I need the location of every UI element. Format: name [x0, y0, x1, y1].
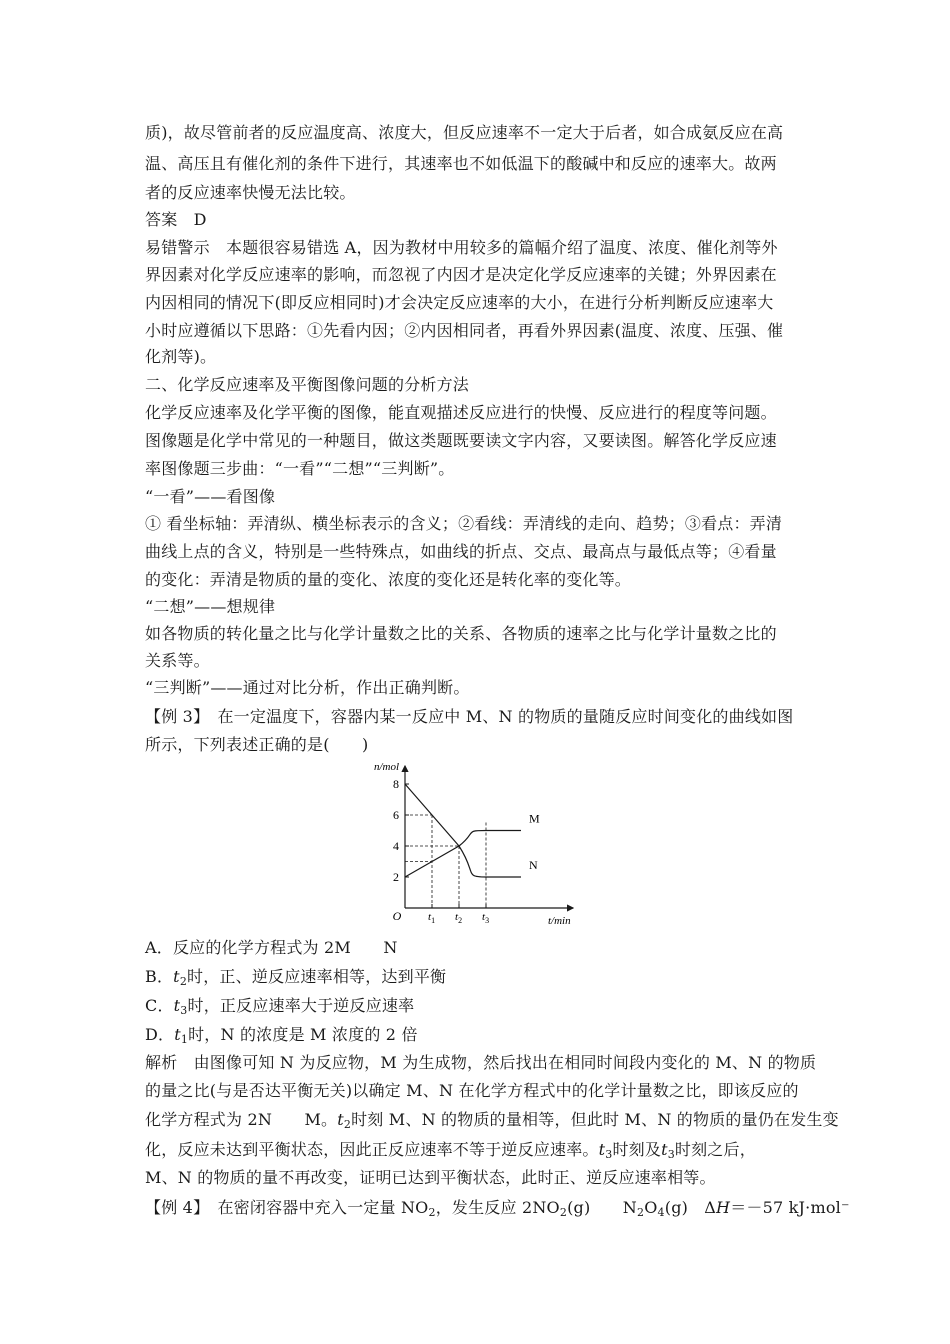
analysis-time: t: [598, 1140, 606, 1159]
option-c-prefix: C．: [145, 996, 174, 1015]
y-tick-label: 6: [393, 808, 399, 822]
text-line: 曲线上点的含义，特别是一些特殊点，如曲线的折点、交点、最高点与最低点等；④看量: [145, 542, 777, 561]
text-line: 界因素对化学反应速率的影响，而忽视了内因才是决定化学反应速率的关键；外界因素在: [145, 265, 777, 284]
analysis-subscript: 2: [343, 1118, 352, 1131]
answer-line: 答案 D: [145, 210, 207, 229]
enthalpy-symbol: H: [716, 1198, 731, 1217]
option-d: [145, 1025, 815, 1045]
text-line: 如各物质的转化量之比与化学计量数之比的关系、各物质的速率之比与化学计量数之比的: [145, 624, 777, 643]
example-4-text: 【例 4】 在密闭容器中充入一定量 NO: [145, 1198, 429, 1217]
example-4-text: O: [644, 1198, 658, 1217]
text-line: “一看”——看图像: [145, 487, 276, 506]
analysis-text: 化，反应未达到平衡状态，因此正反应速率不等于逆反应速率。: [145, 1140, 599, 1159]
analysis-line: [145, 1110, 839, 1131]
amount-time-chart: [365, 760, 585, 930]
text-line: “二想”——想规律: [145, 597, 276, 616]
option-c-time: t: [173, 996, 181, 1015]
analysis-subscript: 3: [605, 1148, 613, 1161]
x-tick-base: t: [482, 911, 486, 923]
text-line: “三判断”——通过对比分析，作出正确判断。: [145, 678, 470, 697]
x-tick-label: [455, 911, 462, 925]
text-line: 内因相同的情况下(即反应相同时)才会决定反应速率的大小，在进行分析判断反应速率大: [145, 293, 774, 312]
text-line: 者的反应速率快慢无法比较。: [145, 183, 356, 202]
example-4-text: (g) N: [567, 1198, 638, 1217]
analysis-text: 时刻及: [612, 1140, 662, 1159]
text-line: 的变化：弄清是物质的量的变化、浓度的变化还是转化率的变化等。: [145, 570, 632, 589]
y-tick-label: 4: [393, 839, 399, 853]
x-tick-label: [428, 911, 435, 925]
series-label-m: M: [529, 811, 540, 826]
option-b-time: t: [173, 967, 180, 986]
example-4-text: (g) Δ: [664, 1198, 717, 1217]
x-axis-label: t/min: [548, 915, 571, 927]
analysis-text: 化学方程式为 2N M。: [145, 1110, 338, 1129]
x-tick-label: [482, 911, 489, 925]
chart-svg: [365, 760, 585, 930]
y-axis-label: n/mol: [373, 761, 399, 773]
formula-subscript: 4: [657, 1206, 665, 1219]
tick-layer: [393, 777, 489, 925]
analysis-line: 的量之比(与是否达平衡无关)以确定 M、N 在化学方程式中的化学计量数之比，即该反应的: [145, 1081, 799, 1100]
analysis-time: t: [337, 1110, 344, 1129]
option-b-subscript: 2: [179, 975, 188, 988]
option-b: [145, 967, 815, 987]
option-d-prefix: D．: [145, 1025, 175, 1044]
text-line: 小时应遵循以下思路：①先看内因；②内因相同者，再看外界因素(温度、浓度、压强、催: [145, 321, 784, 340]
analysis-text: 时刻之后，: [674, 1140, 756, 1159]
x-tick-subscript: 3: [485, 916, 490, 925]
example-4-text: ，发生反应 2NO: [435, 1198, 560, 1217]
analysis-line: 解析 由图像可知 N 为反应物，M 为生成物，然后找出在相同时间段内变化的 M、N 的物质: [145, 1053, 817, 1072]
y-tick-label: 8: [393, 777, 399, 791]
text-line: 率图像题三步曲：“一看”“二想”“三判断”。: [145, 459, 455, 478]
text-line: ① 看坐标轴：弄清纵、横坐标表示的含义；②看线：弄清线的走向、趋势；③看点：弄清: [145, 514, 783, 533]
formula-subscript: 2: [637, 1206, 645, 1219]
option-d-text: 时，N 的浓度是 M 浓度的 2 倍: [188, 1025, 418, 1044]
analysis-line: [145, 1140, 815, 1160]
option-d-time: t: [174, 1025, 181, 1044]
text-line: 所示，下列表述正确的是( ): [145, 735, 369, 754]
formula-subscript: 2: [428, 1206, 436, 1219]
guide-layer: [405, 815, 486, 908]
analysis-subscript: 3: [667, 1148, 675, 1161]
x-tick-base: t: [428, 911, 432, 923]
option-c-text: 时，正反应速率大于逆反应速率: [187, 996, 415, 1015]
analysis-text: 时刻 M、N 的物质的量相等，但此时 M、N 的物质的量仍在发生变: [351, 1110, 839, 1129]
example-4-text: ＝－57 kJ·mol⁻: [730, 1198, 850, 1217]
analysis-line: M、N 的物质的量不再改变，证明已达到平衡状态，此时正、逆反应速率相等。: [145, 1168, 716, 1187]
text-line: 质)，故尽管前者的反应温度高、浓度大，但反应速率不一定大于后者，如合成氨反应在高: [145, 123, 784, 142]
option-c: [145, 996, 815, 1016]
text-line: 关系等。: [145, 651, 210, 670]
option-c-subscript: 3: [180, 1004, 188, 1017]
analysis-time: t: [661, 1140, 668, 1159]
option-d-subscript: 1: [180, 1033, 189, 1046]
y-tick-label: 2: [393, 870, 399, 884]
text-line: 温、高压且有催化剂的条件下进行，其速率也不如低温下的酸碱中和反应的速率大。故两: [145, 154, 777, 173]
x-tick-subscript: 1: [431, 916, 436, 925]
x-tick-base: t: [455, 911, 459, 923]
text-line: 化学反应速率及化学平衡的图像，能直观描述反应进行的快慢、反应进行的程度等问题。: [145, 403, 777, 422]
option-b-prefix: B．: [145, 967, 174, 986]
text-line: 图像题是化学中常见的一种题目，做这类题既要读文字内容，又要读图。解答化学反应速: [145, 431, 777, 450]
formula-subscript: 2: [559, 1206, 568, 1219]
series-layer: [405, 784, 540, 877]
option-a: A．反应的化学方程式为 2M N: [145, 938, 398, 957]
x-tick-subscript: 2: [458, 916, 463, 925]
section-heading: 二、化学反应速率及平衡图像问题的分析方法: [145, 375, 470, 394]
text-line: 化剂等)。: [145, 347, 217, 366]
series-label-n: N: [529, 858, 538, 872]
example-4-title: [145, 1198, 850, 1219]
origin-label: O: [392, 909, 402, 923]
example-3-title: 【例 3】 在一定温度下，容器内某一反应中 M、N 的物质的量随反应时间变化的曲线如图: [145, 707, 794, 726]
option-b-text: 时，正、逆反应速率相等，达到平衡: [187, 967, 447, 986]
text-line: 易错警示 本题很容易错选 A，因为教材中用较多的篇幅介绍了温度、浓度、催化剂等外: [145, 238, 778, 257]
